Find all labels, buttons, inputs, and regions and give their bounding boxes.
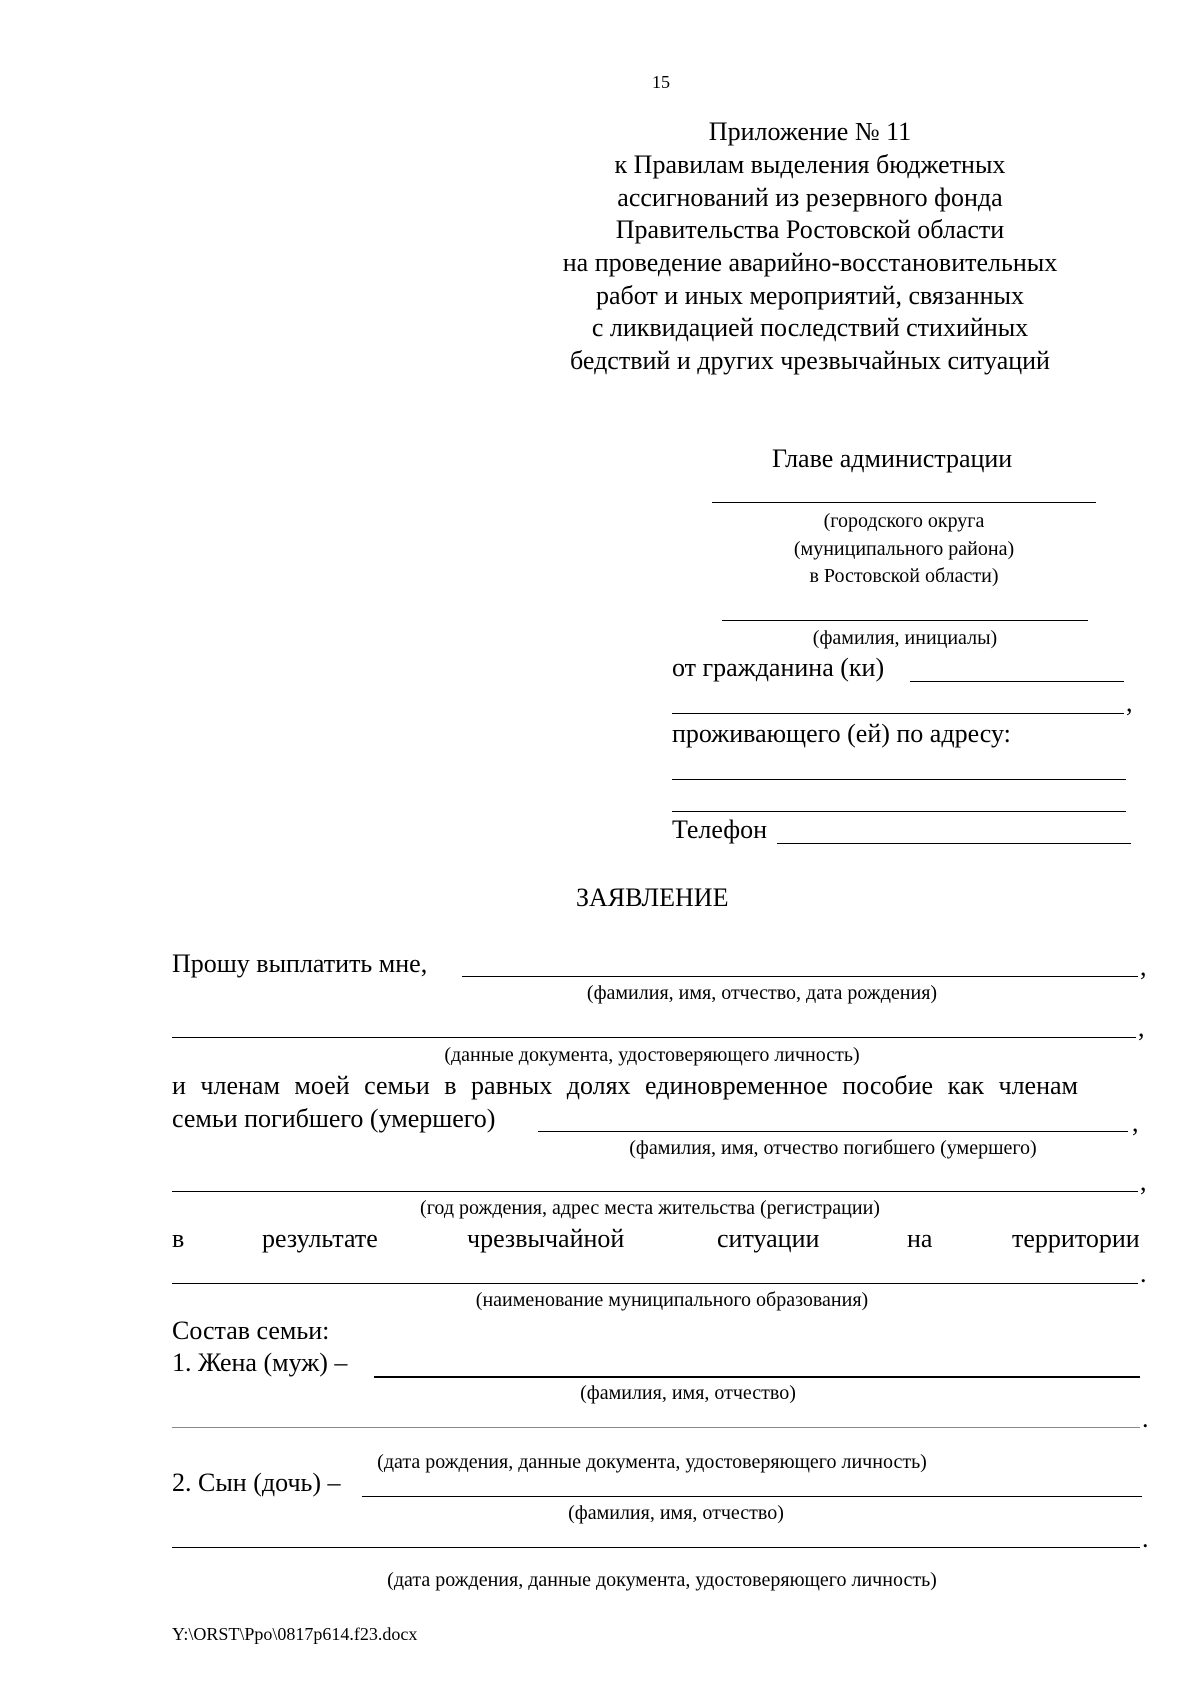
municipality-line[interactable]: [172, 1283, 1138, 1284]
result-word: на: [907, 1224, 933, 1253]
name-hint: (фамилия, инициалы): [812, 627, 998, 649]
result-word: территории: [1012, 1224, 1140, 1253]
appendix-line: ассигнований из резервного фонда: [617, 183, 1003, 212]
applicant-name-line[interactable]: [462, 976, 1138, 977]
family-line: и членам моей семьи в равных долях единовременное пособие как членам: [172, 1071, 1078, 1100]
hint-birth-address: (год рождения, адрес места жительства (регистрации): [420, 1197, 880, 1219]
from-citizen-label: от гражданина (ки): [672, 653, 885, 682]
appendix-line: бедствий и других чрезвычайных ситуаций: [570, 346, 1050, 375]
head-name-line[interactable]: [712, 502, 1096, 503]
result-word: ситуации: [717, 1224, 820, 1253]
head-initials-line[interactable]: [722, 620, 1088, 621]
member-2-name-line[interactable]: [362, 1496, 1142, 1497]
citizen-name-line-2[interactable]: [672, 713, 1124, 714]
hint-municipality: (наименование муниципального образования): [475, 1289, 869, 1311]
hint-id-doc: (данные документа, удостоверяющего личность): [444, 1044, 860, 1066]
appendix-title: Приложение № 11: [708, 117, 912, 146]
comma: ,: [1138, 1013, 1145, 1042]
period: .: [1142, 1524, 1149, 1553]
file-path: Y:\ORST\Ppo\0817p614.f23.docx: [172, 1624, 418, 1644]
page-number: 15: [652, 72, 670, 92]
member-label: 2. Сын (дочь) –: [172, 1468, 341, 1497]
comma: ,: [1140, 952, 1147, 981]
addressee-hint: (муниципального района): [793, 538, 1015, 560]
result-word: результате: [262, 1224, 378, 1253]
pay-label: Прошу выплатить мне,: [172, 949, 428, 978]
deceased-label: семьи погибшего (умершего): [172, 1104, 496, 1133]
period: .: [1140, 1259, 1147, 1288]
comma: ,: [1126, 688, 1133, 717]
deceased-name-line[interactable]: [538, 1131, 1128, 1132]
member-1-name-line[interactable]: [374, 1376, 1140, 1378]
hint-fio-dob: (фамилия, имя, отчество, дата рождения): [586, 982, 938, 1004]
deceased-address-line[interactable]: [172, 1191, 1138, 1192]
appendix-line: с ликвидацией последствий стихийных: [591, 313, 1029, 342]
family-heading: Состав семьи:: [172, 1316, 330, 1345]
member-hint-doc: (дата рождения, данные документа, удостоверяющего личность): [377, 1451, 927, 1473]
phone-label: Телефон: [672, 815, 768, 844]
result-word: чрезвычайной: [467, 1224, 625, 1253]
member-hint-name: (фамилия, имя, отчество): [568, 1502, 784, 1524]
member-hint-name: (фамилия, имя, отчество): [580, 1382, 796, 1404]
appendix-line: к Правилам выделения бюджетных: [614, 150, 1006, 179]
member-label: 1. Жена (муж) –: [172, 1348, 348, 1377]
citizen-name-line[interactable]: [910, 681, 1124, 682]
period: .: [1142, 1404, 1149, 1433]
phone-line[interactable]: [777, 843, 1131, 844]
addressee-hint: в Ростовской области): [809, 565, 999, 587]
member-hint-doc: (дата рождения, данные документа, удостоверяющего личность): [387, 1569, 937, 1591]
hint-deceased-fio: (фамилия, имя, отчество погибшего (умершего): [629, 1137, 1037, 1159]
result-word: в: [172, 1224, 185, 1253]
appendix-line: работ и иных мероприятий, связанных: [595, 281, 1024, 310]
address-line-1[interactable]: [672, 779, 1126, 780]
comma: ,: [1140, 1167, 1147, 1196]
comma: ,: [1132, 1108, 1139, 1137]
appendix-line: Правительства Ростовской области: [615, 215, 1005, 244]
addressee-head: Главе администрации: [772, 444, 1013, 473]
document-title: ЗАЯВЛЕНИЕ: [576, 883, 729, 912]
member-2-doc-line[interactable]: [172, 1547, 1140, 1548]
addressee-hint: (городского округа: [823, 510, 985, 532]
address-label: проживающего (ей) по адресу:: [672, 719, 1011, 748]
applicant-id-line[interactable]: [172, 1037, 1136, 1038]
member-1-doc-line[interactable]: [172, 1427, 1140, 1428]
appendix-line: на проведение аварийно-восстановительных: [562, 248, 1058, 277]
address-line-2[interactable]: [672, 811, 1126, 812]
